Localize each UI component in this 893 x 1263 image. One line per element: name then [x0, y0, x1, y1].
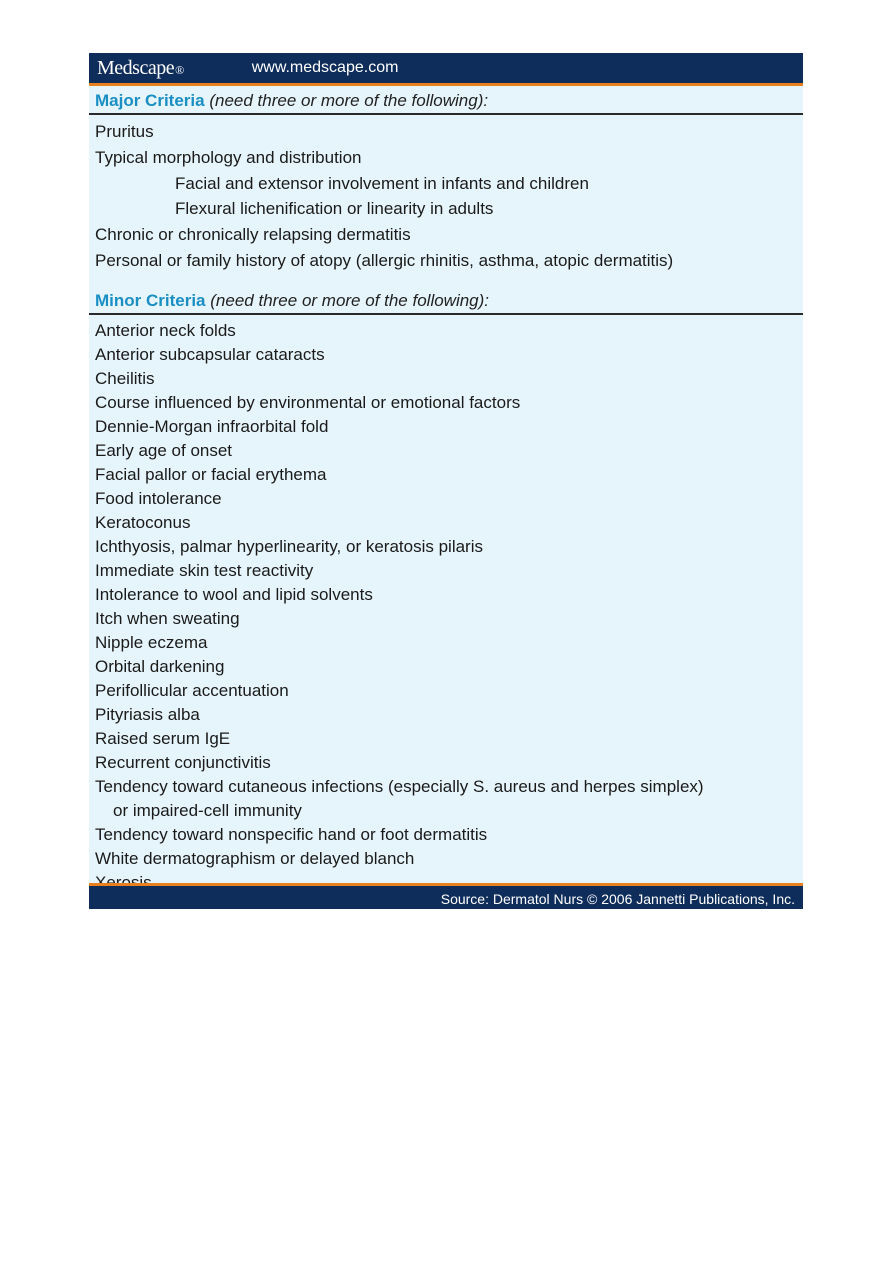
minor-criteria-heading — [89, 286, 803, 315]
list-item: Keratoconus — [95, 512, 191, 532]
major-criteria-title: Major Criteria — [95, 91, 205, 110]
list-item: Chronic or chronically relapsing dermatitis — [95, 225, 411, 245]
list-item: Pityriasis alba — [95, 704, 200, 724]
list-item: Immediate skin test reactivity — [95, 560, 314, 580]
major-criteria-list — [89, 115, 803, 274]
list-item: Facial pallor or facial erythema — [95, 464, 327, 484]
list-item: Intolerance to wool and lipid solvents — [95, 584, 373, 604]
brand-logo: Medscape® — [97, 56, 184, 79]
list-item: Itch when sweating — [95, 608, 240, 628]
list-item: Anterior subcapsular cataracts — [95, 344, 325, 364]
list-item: Nipple eczema — [95, 632, 208, 652]
list-item: White dermatographism or delayed blanch — [95, 848, 415, 868]
list-item: Ichthyosis, palmar hyperlinearity, or keratosis pilaris — [95, 536, 483, 556]
list-item: Perifollicular accentuation — [95, 680, 289, 700]
list-item: Orbital darkening — [95, 656, 225, 676]
list-item: Personal or family history of atopy (allergic rhinitis, asthma, atopic dermatitis) — [95, 250, 674, 270]
list-item: Early age of onset — [95, 440, 233, 460]
major-criteria-heading — [89, 86, 803, 115]
list-item: Typical morphology and distribution — [95, 147, 362, 167]
list-item: Recurrent conjunctivitis — [95, 752, 271, 772]
list-item: Tendency toward nonspecific hand or foot dermatitis — [95, 824, 488, 844]
list-item: Pruritus — [95, 122, 154, 141]
list-item: Raised serum IgE — [95, 728, 231, 748]
source-credit: Source: Dermatol Nurs © 2006 Jannetti Publications, Inc. — [440, 891, 795, 907]
minor-criteria-title: Minor Criteria — [95, 290, 206, 310]
minor-criteria-note: (need three or more of the following): — [210, 290, 490, 310]
list-item: Cheilitis — [95, 368, 155, 388]
list-item: Tendency toward cutaneous infections (especially S. aureus and herpes simplex) — [95, 776, 704, 796]
list-item: Food intolerance — [95, 488, 222, 508]
criteria-figure — [89, 53, 803, 909]
list-item: Course influenced by environmental or emotional factors — [95, 392, 521, 412]
major-criteria-note: (need three or more of the following): — [209, 91, 489, 110]
source-footer — [89, 883, 803, 909]
minor-criteria-list — [89, 315, 803, 895]
site-url: www.medscape.com — [251, 59, 399, 76]
list-item: Dennie-Morgan infraorbital fold — [95, 416, 329, 436]
list-item: Flexural lichenification or linearity in adults — [175, 199, 494, 219]
figure-header — [89, 53, 803, 86]
list-item: Facial and extensor involvement in infants and children — [175, 173, 589, 193]
list-item: or impaired-cell immunity — [113, 800, 302, 820]
list-item: Anterior neck folds — [95, 320, 236, 340]
